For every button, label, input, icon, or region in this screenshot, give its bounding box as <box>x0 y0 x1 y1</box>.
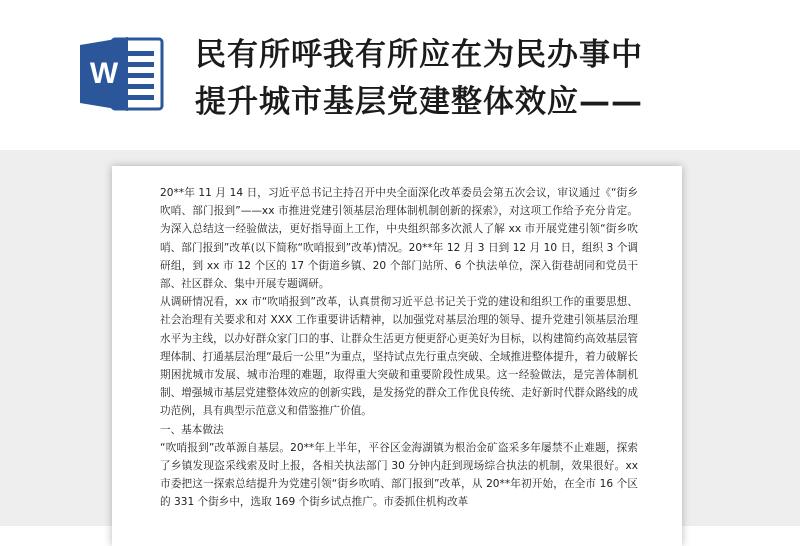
word-document-icon <box>78 33 166 115</box>
document-page <box>112 166 682 546</box>
word-icon-letter: W <box>89 57 119 90</box>
paragraph-2: 从调研情况看，xx 市“吹哨报到”改革，认真贯彻习近平总书记关于党的建设和组织工作的重要思想、社会治理有关要求和对 XXX 工作重要讲话精神，以加强党对基层治理的领导、提升党建引领基层治理水平为主线，以办好群众家门口的事、让群众生活更方便更舒心更美好为目标，以构建简约高效基层管理体制、打通基层治理“最后一公里”为重点，坚持试点先行重点突破、全域推进整体提升，着力破解长期困扰城市发展、城市治理的难题，取得重大突破和重要阶段性成果。这一经验做法，是完善体制机制、增强城市基层党建整体效应的创新实践，是发扬党的群众工作优良传统、走好新时代群众路线的成功范例，具有典型示范意义和借鉴推广价值。 <box>160 296 638 418</box>
title-line-2: 提升城市基层党建整体效应—— <box>195 84 643 120</box>
paragraph-1: 20**年 11 月 14 日，习近平总书记主持召开中央全面深化改革委员会第五次会议，审议通过《“街乡吹哨、部门报到”——xx 市推进党建引领基层治理体制机制创新的探索》，对这项工作给予充分肯定。为深入总结这一经验做法，更好指导面上工作，中央组织部多次派人了解 xx 市开展党建引领“街乡吹哨、部门报到”改革(以下简称“吹哨报到”改革)情况。20**年 12 月 3 日到 12 月 10 日，组织 3 个调研组，到 xx 市 12 个区的 17 个街道乡镇、20 个部门站所、6 个执法单位，深入街巷胡同和党员干部、社区群众、集中开展专题调研。 <box>160 187 638 291</box>
title-line-1: 民有所呼我有所应在为民办事中 <box>195 37 643 73</box>
section-heading: 一、基本做法 <box>160 423 224 436</box>
paragraph-3: “吹哨报到”改革源自基层。20**年上半年，平谷区金海湖镇为根治金矿盗采多年屡禁不止难题，探索了乡镇发现盗采线索及时上报，各相关执法部门 30 分钟内赶到现场综合执法的机制，效果很好。xx 市委把这一探索总结提升为党建引领“街乡吹哨、部门报到”改革，从 20**年初开始，在全市 16 个区的 331 个街乡中，选取 169 个街乡试点推广。市委抓住机构改革 <box>160 441 638 509</box>
page-title <box>195 32 755 126</box>
document-body <box>160 184 638 512</box>
document-header <box>0 0 800 160</box>
